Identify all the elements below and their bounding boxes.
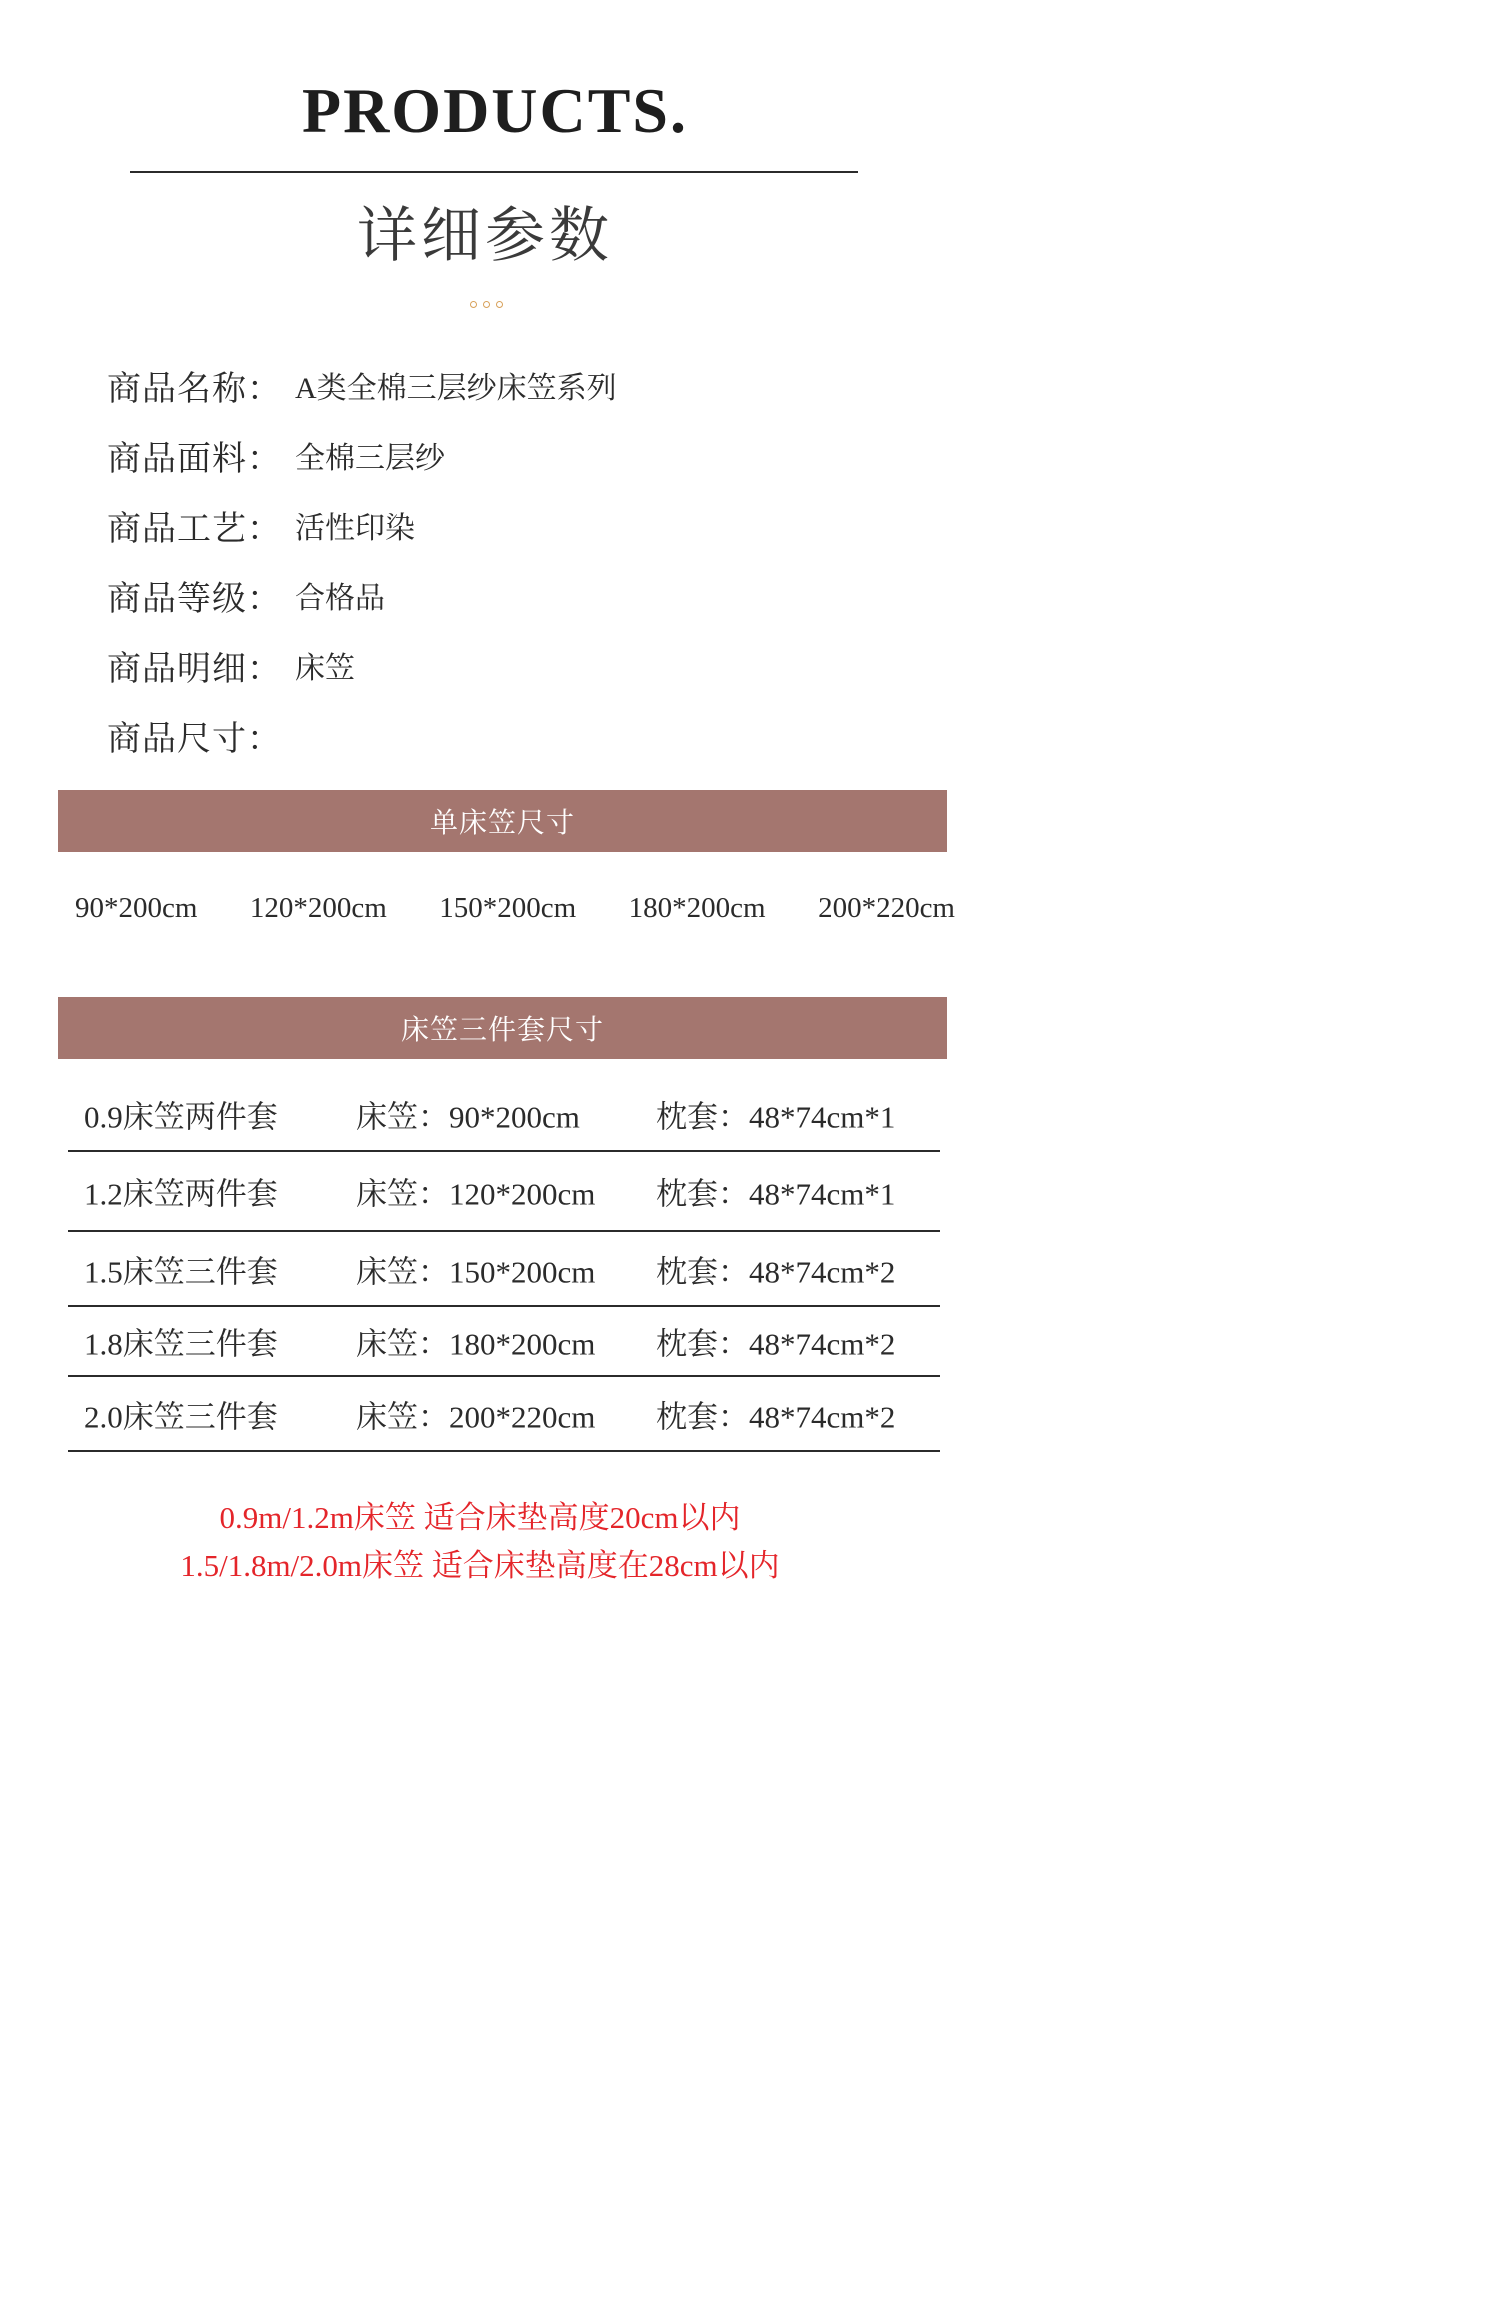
param-label: 商品工艺： [107, 510, 282, 548]
set-name: 1.8床笠三件套 [84, 1326, 278, 1362]
set-pillow-size: 枕套：48*74cm*2 [656, 1254, 896, 1289]
param-label: 商品名称： [107, 370, 282, 408]
ornament-dots [470, 301, 503, 308]
param-label: 商品明细： [107, 650, 282, 688]
param-row-craft [107, 490, 617, 560]
param-value: 全棉三层纱 [295, 442, 445, 475]
table-row [68, 1078, 940, 1152]
size-item: 200*220cm [818, 892, 955, 924]
table-row [68, 1377, 940, 1452]
param-value: A类全棉三层纱床笠系列 [295, 372, 617, 405]
set-pillow-size: 枕套：48*74cm*2 [656, 1399, 896, 1434]
set-name: 1.2床笠两件套 [84, 1176, 278, 1212]
set-sheet-size: 床笠：150*200cm [356, 1254, 596, 1289]
size-item: 120*200cm [249, 892, 387, 924]
set-pillow-size: 枕套：48*74cm*2 [656, 1326, 896, 1362]
param-value: 合格品 [295, 582, 385, 615]
param-label: 商品面料： [107, 440, 282, 478]
mattress-height-note: 1.5/1.8m/2.0m床笠 适合床垫高度在28cm以内 [180, 1548, 780, 1583]
size-item: 90*200cm [75, 892, 198, 924]
page-title: PRODUCTS. [301, 75, 689, 146]
title-divider [130, 171, 858, 173]
table-row [68, 1152, 940, 1232]
param-row-size [107, 700, 617, 770]
param-row-detail [107, 630, 617, 700]
single-fitted-heading: 单床笠尺寸 [58, 790, 947, 852]
param-label: 商品尺寸： [107, 720, 282, 758]
set-sizes-table [68, 1078, 940, 1452]
set-pillow-size: 枕套：48*74cm*1 [656, 1099, 896, 1135]
size-item: 180*200cm [628, 892, 766, 924]
table-row [68, 1232, 940, 1307]
set-sheet-size: 床笠：200*220cm [356, 1399, 596, 1434]
set-name: 2.0床笠三件套 [84, 1399, 278, 1434]
set-name: 1.5床笠三件套 [84, 1254, 278, 1289]
param-list [107, 350, 617, 770]
set-sheet-size: 床笠：180*200cm [356, 1326, 596, 1362]
table-row [68, 1307, 940, 1377]
size-item: 150*200cm [439, 892, 577, 924]
set-sheet-size: 床笠：120*200cm [356, 1176, 596, 1212]
param-row-name [107, 350, 617, 420]
set-sizes-heading: 床笠三件套尺寸 [58, 997, 947, 1059]
set-sheet-size: 床笠：90*200cm [356, 1099, 580, 1135]
param-row-grade [107, 560, 617, 630]
param-row-fabric [107, 420, 617, 490]
page-subtitle: 详细参数 [357, 201, 613, 271]
param-label: 商品等级： [107, 580, 282, 618]
set-name: 0.9床笠两件套 [84, 1099, 278, 1135]
param-value: 活性印染 [295, 512, 415, 545]
set-pillow-size: 枕套：48*74cm*1 [656, 1176, 896, 1212]
param-value: 床笠 [295, 652, 355, 685]
single-fitted-sizes [75, 892, 955, 925]
mattress-height-note: 0.9m/1.2m床笠 适合床垫高度20cm以内 [219, 1500, 741, 1535]
